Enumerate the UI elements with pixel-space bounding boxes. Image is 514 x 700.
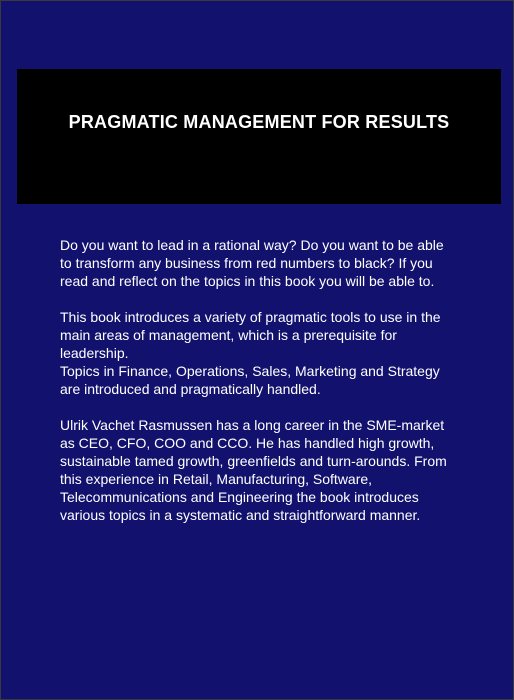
- blurb-paragraph-intro: Do you want to lead in a rational way? Do you want to be able to transform any business from red numbers to black? If you read and reflect on the topics in this book you will be able to.: [60, 237, 444, 289]
- paragraph-spacer: [60, 290, 455, 308]
- paragraph-spacer: [60, 398, 455, 416]
- title-band: [17, 69, 501, 204]
- blurb-paragraph-topics: Topics in Finance, Operations, Sales, Marketing and Strategy are introduced and pragmatically handled.: [60, 363, 440, 397]
- back-cover-blurb: [60, 236, 455, 524]
- blurb-paragraph-author: Ulrik Vachet Rasmussen has a long career in the SME-market as CEO, CFO, COO and CCO. He has handled high growth, sustainable tamed growth, greenfields and turn-arounds. From this experience in Retail, Manufacturing, Software, Telecommunications and Engineering the book introduces various topics in a systematic and straightforward manner.: [60, 417, 447, 523]
- blurb-paragraph-tools: This book introduces a variety of pragmatic tools to use in the main areas of management, which is a prerequisite for leadership.: [60, 309, 441, 361]
- book-title: PRAGMATIC MANAGEMENT FOR RESULTS: [68, 112, 450, 132]
